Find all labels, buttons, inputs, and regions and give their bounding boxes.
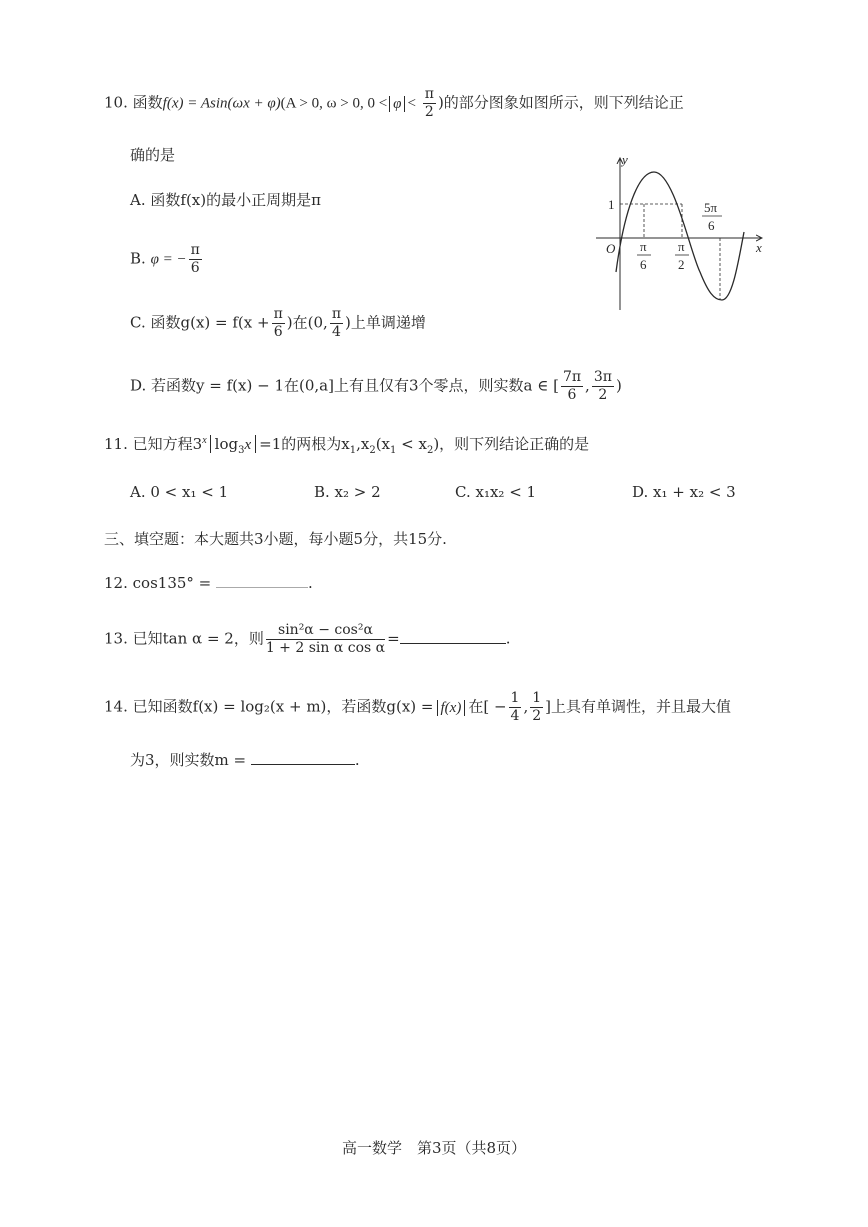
q14-end: . — [354, 751, 360, 769]
q13-eq: = — [387, 629, 400, 648]
q12-text: cos135° = — [132, 574, 212, 592]
q11-sub4: 2 — [426, 445, 434, 456]
q11-stem — [104, 430, 589, 462]
q14-den2: 2 — [532, 708, 542, 724]
q11-sup-x: x — [202, 435, 207, 446]
q11-sub1: 1 — [349, 445, 357, 456]
y-value-1-label: 1 — [608, 197, 615, 212]
origin-label: O — [606, 241, 616, 256]
q10-number: 10. — [104, 93, 128, 112]
q10-option-d-num2: 3π — [593, 369, 612, 385]
q10-func: f(x) = Asin(ωx + φ) — [162, 95, 281, 112]
q10-option-c-num2: π — [331, 306, 342, 322]
q14-num1: 1 — [510, 690, 520, 706]
x-axis-label: x — [756, 240, 762, 255]
q11-log-base: 3 — [238, 445, 245, 456]
q14-stem — [104, 690, 731, 725]
q11-log: log — [214, 435, 239, 453]
q14-text-a: 已知函数f(x) = log₂(x + m)，若函数g(x) = — [132, 697, 434, 716]
tick-pi6-den: 6 — [640, 257, 647, 272]
tick-pi2-den: 2 — [678, 257, 685, 272]
q10-option-d-den1: 6 — [567, 387, 577, 403]
q14-answer-blank[interactable] — [251, 748, 355, 765]
q10-option-d-num1: 7π — [562, 369, 582, 385]
q10-option-d-comma: , — [585, 376, 590, 395]
page-footer: 高一数学 第3页（共8页） — [341, 1139, 527, 1157]
q14-text-c: ]上具有单调性，并且最大值 — [545, 697, 732, 716]
q13-text: 已知tan α = 2，则 — [132, 629, 264, 648]
q10-option-a-label: A. — [130, 191, 146, 209]
q10-lt: < — [407, 95, 416, 112]
q11-number: 11. — [104, 435, 128, 453]
sine-graph-figure — [594, 152, 784, 312]
q14-line2 — [130, 748, 360, 771]
q13-end: . — [505, 629, 511, 648]
q10-option-b — [130, 242, 204, 277]
q10-option-d — [130, 369, 622, 404]
q10-stem — [104, 86, 684, 121]
q10-option-b-frac — [189, 242, 202, 277]
q14-frac2 — [530, 690, 543, 725]
q10-option-d-den2: 2 — [598, 387, 608, 403]
q11-sub3: 1 — [390, 445, 397, 456]
q10-option-c-b: )在(0, — [286, 313, 328, 332]
q12 — [104, 571, 313, 594]
section-3-heading: 三、填空题：本大题共3小题，每小题5分，共15分. — [104, 530, 447, 548]
q10-option-c-den1: 6 — [273, 324, 283, 340]
q10-option-b-num: π — [190, 242, 200, 258]
q10-prefix: 函数 — [132, 93, 163, 112]
q10-pi: π — [424, 86, 434, 102]
q14-line2-text: 为3，则实数m = — [130, 751, 247, 769]
q10-option-c-frac1 — [272, 306, 285, 341]
q11-text-d: )，则下列结论正确的是 — [433, 435, 590, 453]
q10-option-d-frac1 — [561, 369, 583, 404]
tick-pi6-num: π — [640, 239, 647, 254]
q11-log-arg: x — [244, 437, 252, 453]
q11-option-b: B. x₂ > 2 — [314, 483, 381, 501]
q10-option-a — [130, 189, 321, 211]
q10-option-c-frac2 — [330, 306, 343, 341]
q11-option-a: A. 0 < x₁ < 1 — [130, 483, 229, 501]
tick-5pi6-num: 5π — [704, 200, 718, 215]
q13-denominator: 1 + 2 sin α cos α — [265, 640, 386, 656]
q10-option-c-label: C. — [130, 313, 146, 332]
q14-number: 14. — [104, 697, 128, 716]
q11-comma: ,x — [356, 435, 370, 453]
q10-option-c-den2: 4 — [331, 324, 341, 340]
q13-answer-blank[interactable] — [400, 627, 506, 644]
q13 — [104, 622, 510, 657]
q13-number: 13. — [104, 629, 128, 648]
q10-option-d-label: D. — [130, 376, 147, 395]
q10-option-a-text: 函数f(x)的最小正周期是π — [150, 191, 321, 209]
q14-num2: 1 — [532, 690, 542, 706]
q10-option-b-label: B. — [130, 249, 146, 268]
q11-option-c: C. x₁x₂ < 1 — [455, 483, 537, 501]
q10-option-d-b: ) — [615, 376, 622, 395]
tick-pi2-num: π — [678, 239, 685, 254]
q10-option-b-lhs: φ = − — [150, 251, 187, 268]
q14-abs-f: f(x) — [437, 700, 466, 716]
q11-abs-log — [210, 435, 256, 456]
q10-option-b-den: 6 — [190, 260, 200, 276]
q10-phi-abs: φ — [389, 96, 405, 112]
q10-option-c — [130, 306, 426, 341]
sine-curve — [616, 172, 744, 300]
q11-lt: < x — [396, 435, 427, 453]
q10-cond: (A > 0, ω > 0, 0 < — [280, 95, 388, 112]
q14-comma: , — [523, 697, 529, 716]
q14-text-b: 在[ − — [468, 697, 507, 716]
q11-text-a: 已知方程3 — [132, 435, 203, 453]
q12-answer-blank[interactable] — [216, 571, 308, 588]
q11-sub2: 2 — [369, 445, 376, 456]
q10-two: 2 — [424, 104, 434, 120]
q14-frac1 — [509, 690, 522, 725]
q10-pi-frac — [423, 86, 436, 121]
q12-number: 12. — [104, 574, 128, 592]
q12-end: . — [308, 574, 313, 592]
q10-option-c-c: )上单调递增 — [345, 313, 426, 332]
q10-line2: 确的是 — [130, 146, 176, 164]
q10-option-c-num1: π — [273, 306, 283, 322]
q10-option-c-a: 函数g(x) = f(x + — [150, 313, 270, 332]
q10-option-d-a: 若函数y = f(x) − 1在(0,a]上有且仅有3个零点，则实数a ∈ [ — [151, 376, 559, 395]
y-axis-label: y — [622, 152, 628, 167]
q13-numerator: sin²α − cos²α — [266, 622, 385, 640]
q13-frac — [266, 622, 385, 657]
q11-option-d: D. x₁ + x₂ < 3 — [632, 483, 736, 501]
q14-den1: 4 — [510, 708, 520, 724]
q10-suffix: )的部分图象如图所示，则下列结论正 — [437, 93, 684, 112]
q11-text-c: (x — [375, 435, 390, 453]
tick-5pi6-den: 6 — [708, 218, 715, 233]
q10-option-d-frac2 — [592, 369, 614, 404]
q11-text-b: =1的两根为x — [259, 435, 350, 453]
